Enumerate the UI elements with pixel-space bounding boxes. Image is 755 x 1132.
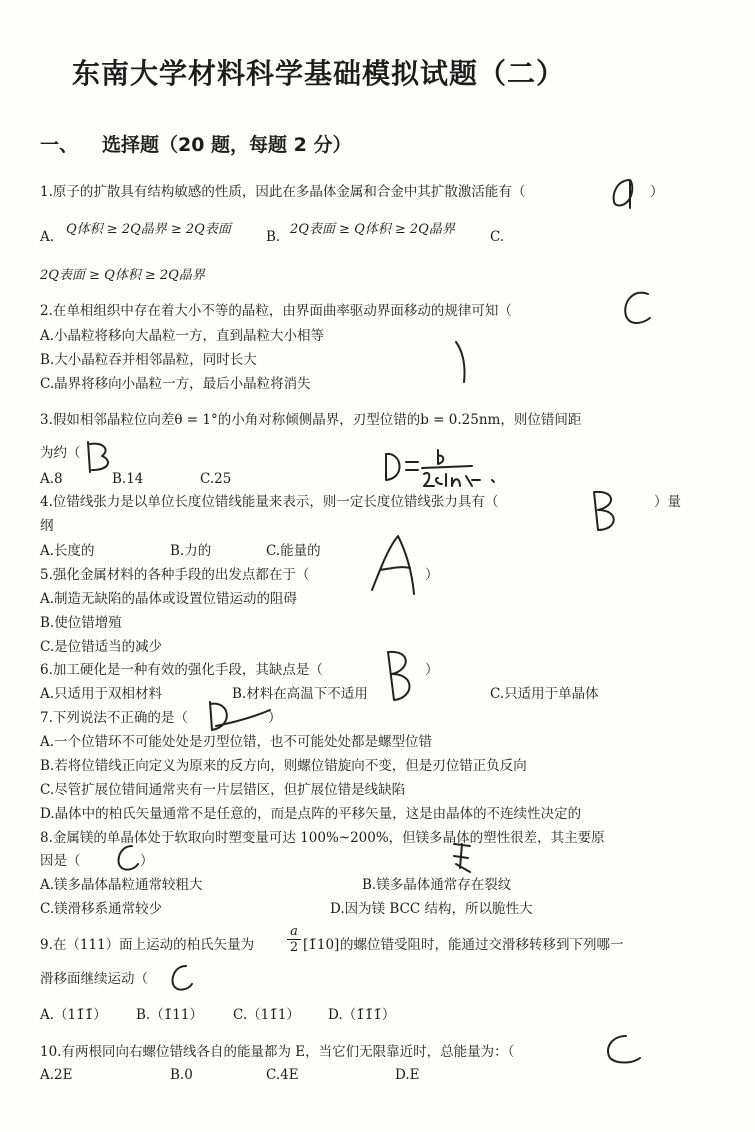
q7-option-d: D.晶体中的柏氏矢量通常不是任意的，而是点阵的平移矢量，这是由晶体的不连续性决定的 (40, 806, 582, 822)
q6-option-b: B.材料在高温下不适用 (232, 686, 368, 702)
q1-option-c-label: C. (490, 229, 505, 245)
question-8-text: 8.金属镁的单晶体处于软取向时塑变量可达 100%~200%，但镁多晶体的塑性很差，其主要原 (40, 830, 605, 846)
q4-option-a: A.长度的 (40, 543, 95, 559)
question-8-text-cont: 因是（ (40, 853, 81, 869)
page-title: 东南大学材料科学基础模拟试题（二） (72, 57, 566, 90)
handwritten-answer-q7 (196, 696, 276, 736)
q1-close-paren: ） (650, 184, 664, 200)
q9-option-a: A.（11̄1̄） (40, 1007, 107, 1023)
handwritten-answer-q3 (82, 438, 118, 478)
q2-option-a: A.小晶粒将移向大晶粒一方，直到晶粒大小相等 (40, 328, 325, 344)
q6-close-paren: ） (425, 662, 439, 678)
q5-option-c: C.是位错适当的减少 (40, 639, 163, 655)
question-2-text: 2.在单相组织中存在着大小不等的晶粒，由界面曲率驱动界面移动的规律可知（ (40, 303, 512, 319)
q10-option-c: C.4E (266, 1067, 299, 1083)
question-7-text: 7.下列说法不正确的是（ (40, 710, 188, 726)
q7-option-b: B.若将位错线正向定义为原来的反方向，则螺位错旋向不变，但是刃位错正负反向 (40, 758, 527, 774)
q7-close-paren: ） (268, 710, 282, 726)
question-3-text-cont: 为约（ (40, 445, 81, 461)
handwritten-answer-q1 (600, 172, 660, 212)
handwritten-mark-q2 (448, 338, 478, 388)
question-4-text: 4.位错线张力是以单位长度位错线能量来表示，则一定长度位错线张力具有（ (40, 494, 499, 510)
handwritten-answer-q5 (362, 530, 422, 600)
q9-option-c: C.（11̄1） (233, 1007, 300, 1023)
question-9-text-pre: 9.在（111）面上运动的柏氏矢量为 (40, 937, 255, 953)
q10-option-d: D.E (395, 1067, 420, 1083)
q10-option-a: A.2E (40, 1067, 73, 1083)
section-label: 选择题（20 题，每题 2 分） (102, 134, 352, 156)
question-9-text-cont: 滑移面继续运动（ (40, 971, 148, 987)
question-4-text-end: ）量 (654, 494, 681, 510)
q5-option-a: A.制造无缺陷的晶体或设置位错运动的阻碍 (40, 591, 298, 607)
handwritten-formula-q3 (380, 444, 510, 490)
handwritten-answer-q4 (584, 486, 624, 536)
q1-stem: 1.原子的扩散具有结构敏感的性质，因此在多晶体金属和合金中其扩散激活能有（ (40, 184, 526, 200)
question-1-text (40, 183, 525, 201)
q6-option-c: C.只适用于单晶体 (490, 686, 599, 702)
q3-option-c: C.25 (200, 471, 232, 487)
q1-option-c-formula: 2Q表面 ≥ Q体积 ≥ 2Q晶界 (40, 268, 205, 283)
handwritten-answer-q2 (610, 284, 660, 334)
q1-option-b-label: B. (266, 229, 281, 245)
q9-fraction-numerator: a (287, 924, 301, 940)
q9-fraction (287, 924, 301, 955)
q2-option-b: B.大小晶粒吞并相邻晶粒，同时长大 (40, 352, 257, 368)
q9-vector: [1̄10] (303, 937, 340, 953)
question-9-text-post: 的螺位错受阻时，能通过交滑移转移到下列哪一 (340, 937, 624, 953)
q8-option-b: B.镁多晶体通常存在裂纹 (362, 877, 512, 893)
handwritten-mark-q8 (448, 838, 478, 878)
handwritten-answer-q10 (596, 1028, 656, 1068)
handwritten-answer-q8 (108, 840, 152, 874)
q9-option-b: B.（1̄11） (136, 1007, 203, 1023)
q9-fraction-denominator: 2 (289, 940, 299, 955)
section-number: 一、 (40, 134, 79, 156)
q1-option-b-formula: 2Q表面 ≥ Q体积 ≥ 2Q晶界 (290, 222, 455, 237)
q6-option-a: A.只适用于双相材料 (40, 686, 163, 702)
q7-option-a: A.一个位错环不可能处处是刃型位错，也不可能处处都是螺型位错 (40, 734, 433, 750)
q9-option-d: D.（1̄1̄1̄） (328, 1007, 396, 1023)
question-5-text: 5.强化金属材料的各种手段的出发点都在于（ (40, 567, 310, 583)
q4-option-c: C.能量的 (266, 543, 321, 559)
handwritten-answer-q9 (164, 960, 204, 996)
q8-option-c: C.镁滑移系通常较少 (40, 901, 163, 917)
question-10-text: 10.有两根同向右螺位错线各自的能量都为 E，当它们无限靠近时，总能量为：（ (40, 1044, 515, 1060)
q3-option-b: B.14 (112, 471, 144, 487)
q8-close-paren: ） (140, 853, 154, 869)
q10-option-b: B.0 (170, 1067, 193, 1083)
q3-option-a: A.8 (40, 471, 63, 487)
question-3-text: 3.假如相邻晶粒位向差θ = 1°的小角对称倾侧晶界，刃型位错的b = 0.25nm，则位错间距 (40, 412, 582, 428)
q5-close-paren: ） (425, 567, 439, 583)
question-4-text-cont: 纲 (40, 518, 54, 534)
q1-option-a-label: A. (40, 229, 55, 245)
handwritten-answer-q6 (376, 644, 420, 706)
q7-option-c: C.尽管扩展位错间通常夹有一片层错区，但扩展位错是线缺陷 (40, 782, 406, 798)
question-6-text: 6.加工硬化是一种有效的强化手段，其缺点是（ (40, 662, 323, 678)
q8-option-d: D.因为镁 BCC 结构，所以脆性大 (330, 901, 533, 917)
section-heading (40, 130, 352, 157)
q2-option-c: C.晶界将移向小晶粒一方，最后小晶粒将消失 (40, 376, 311, 392)
q1-option-a-formula: Q体积 ≥ 2Q晶界 ≥ 2Q表面 (66, 222, 231, 237)
q4-option-b: B.力的 (170, 543, 212, 559)
q5-option-b: B.使位错增殖 (40, 615, 122, 631)
q8-option-a: A.镁多晶体晶粒通常较粗大 (40, 877, 203, 893)
